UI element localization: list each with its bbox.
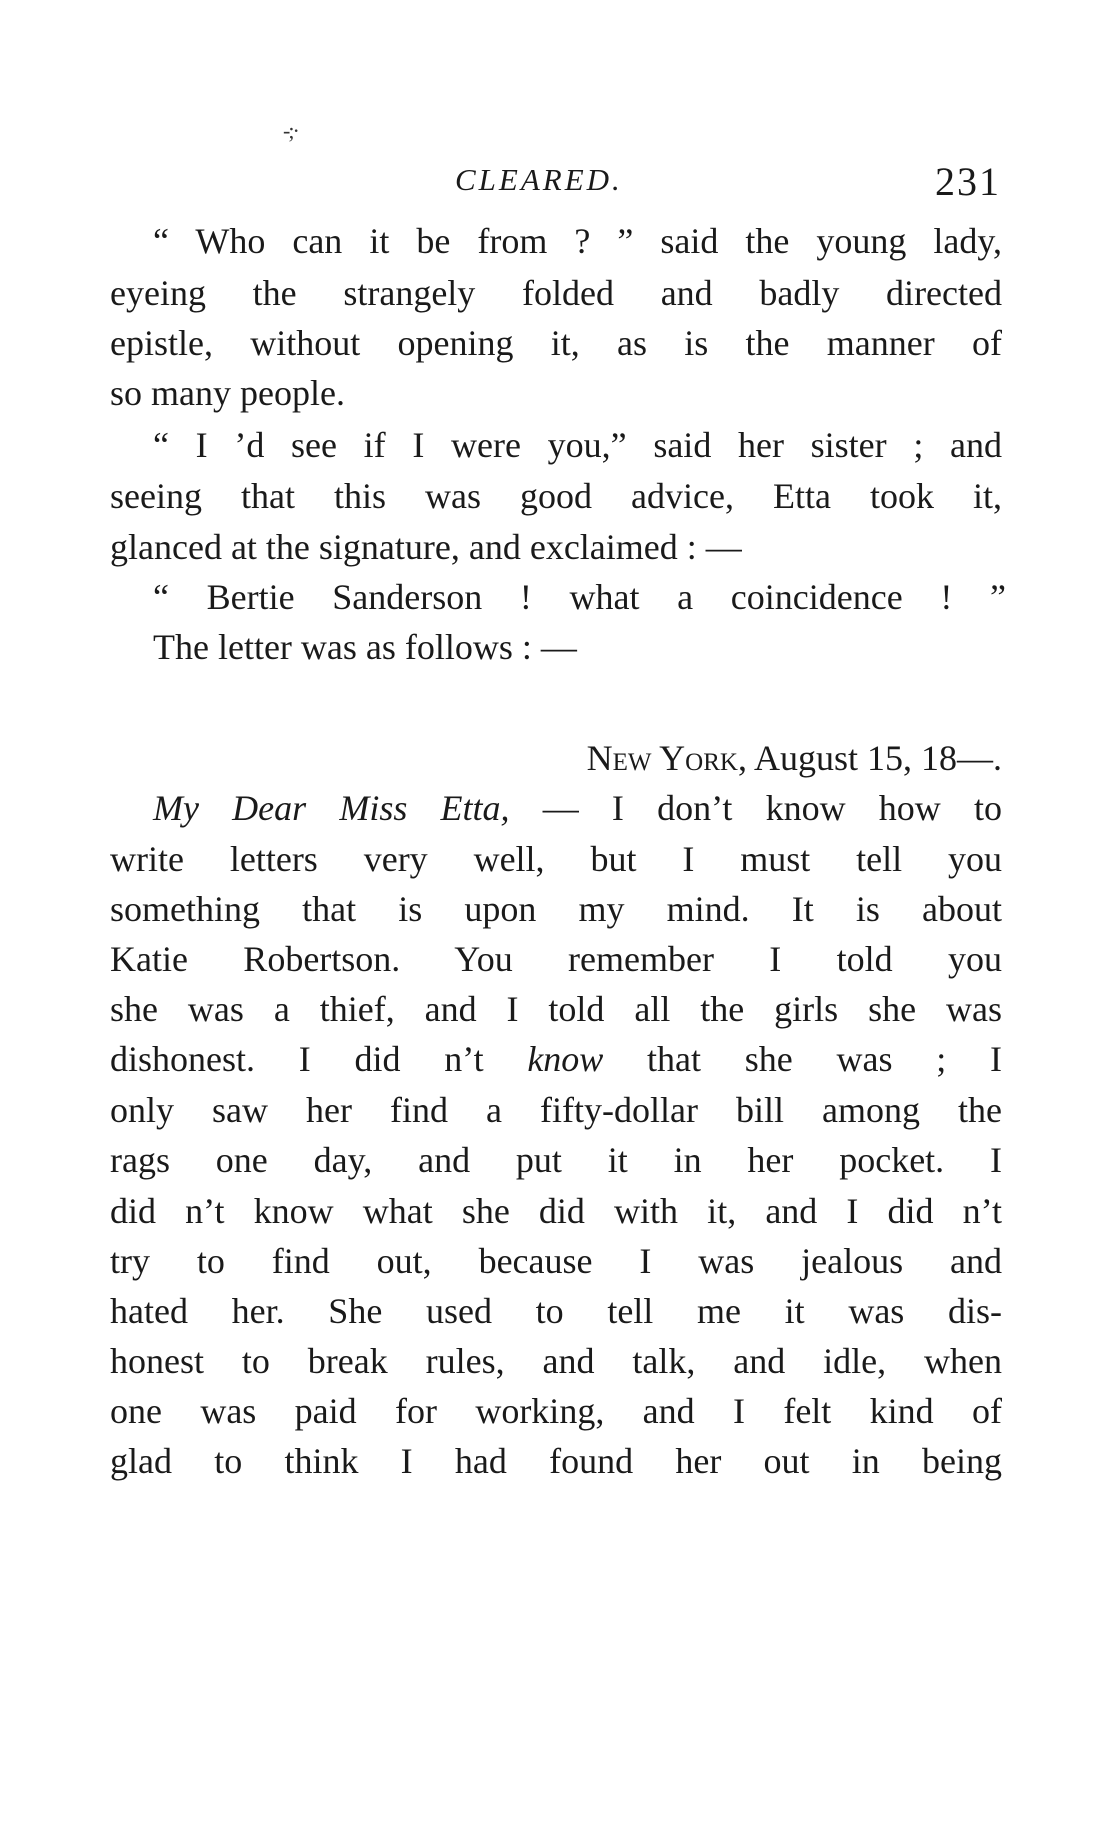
paragraph-line: “ Who can it be from ? ” said the young lady, <box>153 221 1002 261</box>
letter-line: one was paid for working, and I felt kind of <box>110 1391 1002 1431</box>
letter-line: try to find out, because I was jealous and <box>110 1241 1002 1281</box>
letter-line: she was a thief, and I told all the girls she was <box>110 989 1002 1029</box>
letter-line: only saw her find a fifty-dollar bill among the <box>110 1090 1002 1130</box>
letter-line <box>110 1030 1002 1088</box>
paragraph-line: “ Bertie Sanderson ! what a coincidence ! ” <box>153 577 1006 617</box>
running-head <box>0 158 1095 208</box>
running-title: CLEARED. <box>455 162 623 197</box>
letter-date: , August 15, 18—. <box>737 738 1002 778</box>
letter-text: that she was ; I <box>603 1039 1002 1079</box>
letter-text: dishonest. I did n’t <box>110 1039 528 1079</box>
letter-place: New York <box>586 738 738 778</box>
letter-line: hated her. She used to tell me it was dis- <box>110 1291 1002 1331</box>
letter-line: honest to break rules, and talk, and idle, when <box>110 1341 1002 1381</box>
stray-ink-mark: -;· <box>283 118 298 143</box>
paragraph-line: glanced at the signature, and exclaimed : — <box>110 527 742 567</box>
letter-line: write letters very well, but I must tell you <box>110 839 1002 879</box>
letter-line: did n’t know what she did with it, and I did n’t <box>110 1191 1002 1231</box>
letter-line: glad to think I had found her out in being <box>110 1441 1002 1481</box>
paragraph-line: seeing that this was good advice, Etta took it, <box>110 476 1002 516</box>
paragraph-line: so many people. <box>110 373 345 413</box>
paragraph-line: “ I ’d see if I were you,” said her sister ; and <box>153 425 1002 465</box>
page-number: 231 <box>935 159 1001 204</box>
letter-line <box>153 779 1002 837</box>
letter-line: rags one day, and put it in her pocket. I <box>110 1140 1002 1180</box>
emphasized-word: know <box>527 1039 604 1079</box>
letter-salutation: My Dear Miss Etta, <box>153 788 510 828</box>
letter-line: Katie Robertson. You remember I told you <box>110 939 1002 979</box>
paragraph-line: eyeing the strangely folded and badly directed <box>110 273 1002 313</box>
letter-text: — I don’t know how to <box>509 788 1002 828</box>
letter-line: something that is upon my mind. It is about <box>110 889 1002 929</box>
paragraph-line: epistle, without opening it, as is the manner of <box>110 323 1002 363</box>
paragraph-line: The letter was as follows : — <box>153 627 577 667</box>
